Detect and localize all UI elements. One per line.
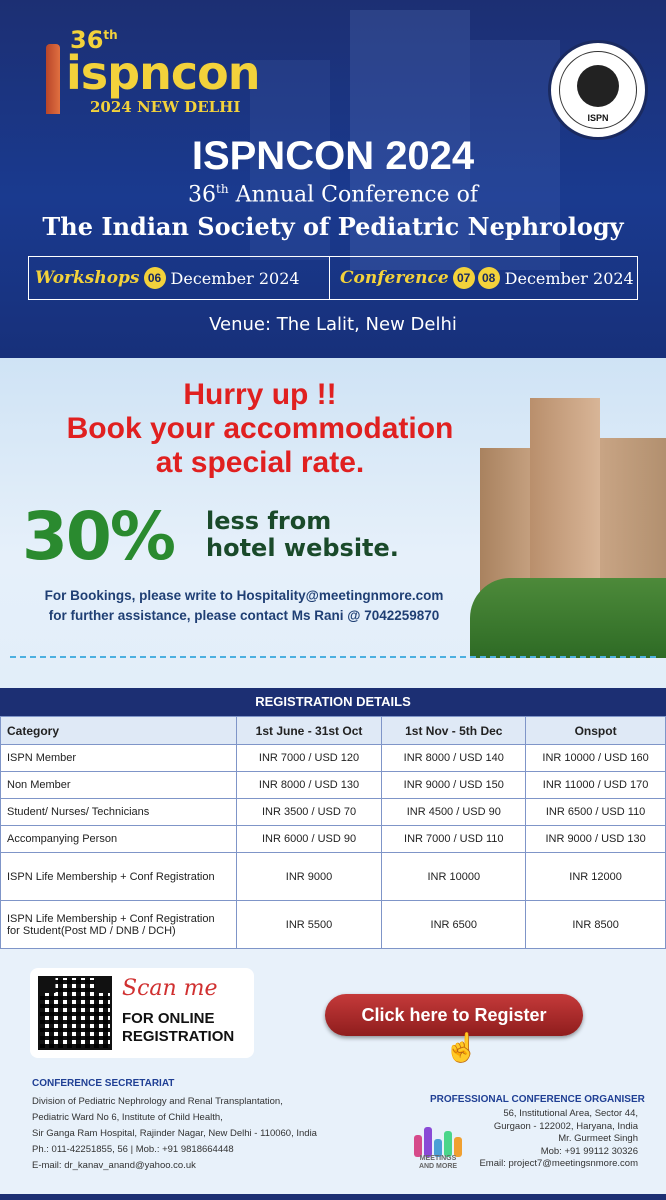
date-badge: 06	[144, 267, 166, 289]
qutub-minar-icon	[46, 44, 60, 114]
fee-cell: INR 8500	[526, 901, 666, 949]
table-row	[1, 901, 666, 949]
pointer-hand-icon: ☝	[444, 1032, 479, 1063]
fee-cell: INR 9000 / USD 130	[526, 826, 666, 853]
workshops-label: Workshops	[35, 268, 140, 288]
logo-word: ispncon	[66, 46, 260, 100]
date-badge: 07	[453, 267, 475, 289]
hotel-tower	[530, 398, 600, 598]
qr-card[interactable]	[30, 968, 254, 1058]
pco-title: PROFESSIONAL CONFERENCE ORGANISER	[430, 1094, 645, 1105]
registration-table	[0, 716, 666, 949]
fee-cell: INR 6000 / USD 90	[236, 826, 382, 853]
fee-cell: INR 8000 / USD 140	[382, 745, 526, 772]
footer	[0, 960, 666, 1200]
conference-dates	[329, 257, 637, 299]
category-cell: ISPN Member	[1, 745, 237, 772]
discount-percent: 30%	[22, 498, 174, 575]
fee-cell: INR 9000 / USD 150	[382, 772, 526, 799]
pco-address: 56, Institutional Area, Sector 44, Gurgaon - 122002, Haryana, India Mr. Gurmeet Singh Mob: +91 99112 30326 Email: project7@meetingsnmore.com	[479, 1108, 638, 1169]
discount-caption: less from hotel website.	[206, 507, 399, 562]
category-cell: Accompanying Person	[1, 826, 237, 853]
table-header-row	[1, 717, 666, 745]
seal-text: ISPN	[587, 113, 609, 123]
fee-cell: INR 5500	[236, 901, 382, 949]
table-row	[1, 745, 666, 772]
category-cell: Student/ Nurses/ Technicians	[1, 799, 237, 826]
fee-cell: INR 9000	[236, 853, 382, 901]
registration-details	[0, 688, 666, 949]
accommodation-offer	[0, 358, 666, 688]
logo-text: MEETINGS AND MORE	[418, 1155, 458, 1170]
online-registration-label: FOR ONLINE REGISTRATION	[122, 1010, 235, 1045]
table-row	[1, 826, 666, 853]
conference-month: December 2024	[504, 268, 634, 288]
date-badge: 08	[478, 267, 500, 289]
registration-title: REGISTRATION DETAILS	[0, 688, 666, 716]
category-cell: Non Member	[1, 772, 237, 799]
page-title: ISPNCON 2024	[191, 134, 475, 178]
fee-cell: INR 6500 / USD 110	[526, 799, 666, 826]
col-late: 1st Nov - 5th Dec	[382, 717, 526, 745]
offer-headline: Hurry up !! Book your accommodation at special rate.	[66, 378, 454, 479]
header-banner	[0, 0, 666, 358]
col-onspot: Onspot	[526, 717, 666, 745]
col-early: 1st June - 31st Oct	[236, 717, 382, 745]
conference-edition: 36th Annual Conference of	[188, 182, 478, 208]
workshops-month: December 2024	[170, 268, 300, 288]
fee-cell: INR 10000	[382, 853, 526, 901]
fee-cell: INR 10000 / USD 160	[526, 745, 666, 772]
secretariat-title: CONFERENCE SECRETARIAT	[32, 1078, 175, 1089]
ispncon-logo	[40, 26, 260, 116]
booking-phone-line[interactable]: for further assistance, please contact Ms Rani @ 7042259870	[48, 608, 440, 623]
logo-subtitle: 2024 NEW DELHI	[90, 98, 241, 116]
category-cell: ISPN Life Membership + Conf Registration for Student(Post MD / DNB / DCH)	[1, 901, 237, 949]
table-row	[1, 799, 666, 826]
fee-cell: INR 3500 / USD 70	[236, 799, 382, 826]
fee-cell: INR 7000 / USD 110	[382, 826, 526, 853]
logo-edition: 36th	[70, 26, 118, 54]
kidney-icon	[577, 65, 619, 107]
fee-cell: INR 4500 / USD 90	[382, 799, 526, 826]
hedge	[470, 578, 666, 658]
meetings-and-more-logo	[410, 1115, 466, 1171]
booking-contact	[14, 586, 474, 626]
qr-code-icon[interactable]	[38, 976, 112, 1050]
society-name: The Indian Society of Pediatric Nephrology	[42, 212, 624, 241]
col-category: Category	[1, 717, 237, 745]
fee-cell: INR 6500	[382, 901, 526, 949]
register-button[interactable]: Click here to Register	[325, 994, 583, 1036]
table-row	[1, 772, 666, 799]
scan-me-label: Scan me	[122, 976, 218, 1001]
booking-email-line[interactable]: For Bookings, please write to Hospitality@meetingnmore.com	[44, 588, 444, 603]
venue-text: Venue: The Lalit, New Delhi	[209, 314, 457, 335]
fee-cell: INR 12000	[526, 853, 666, 901]
secretariat-address: Division of Pediatric Nephrology and Renal Transplantation, Pediatric Ward No 6, Institute of Child Health, Sir Ganga Ram Hospital, Rajinder Nagar, New Delhi - 110060, India Ph.: 011-42251855, 56 | Mob.: +91 9818664448 E-mail: dr_kanav_anand@yahoo.co.uk	[32, 1096, 317, 1171]
workshops-dates	[35, 257, 327, 299]
dates-box	[28, 256, 638, 300]
table-row	[1, 853, 666, 901]
conference-label: Conference	[340, 268, 449, 288]
fee-cell: INR 11000 / USD 170	[526, 772, 666, 799]
bottom-bar	[0, 1194, 666, 1200]
category-cell: ISPN Life Membership + Conf Registration	[1, 853, 237, 901]
dashed-divider	[10, 656, 656, 658]
ispn-seal-logo	[548, 40, 648, 140]
fee-cell: INR 8000 / USD 130	[236, 772, 382, 799]
fee-cell: INR 7000 / USD 120	[236, 745, 382, 772]
